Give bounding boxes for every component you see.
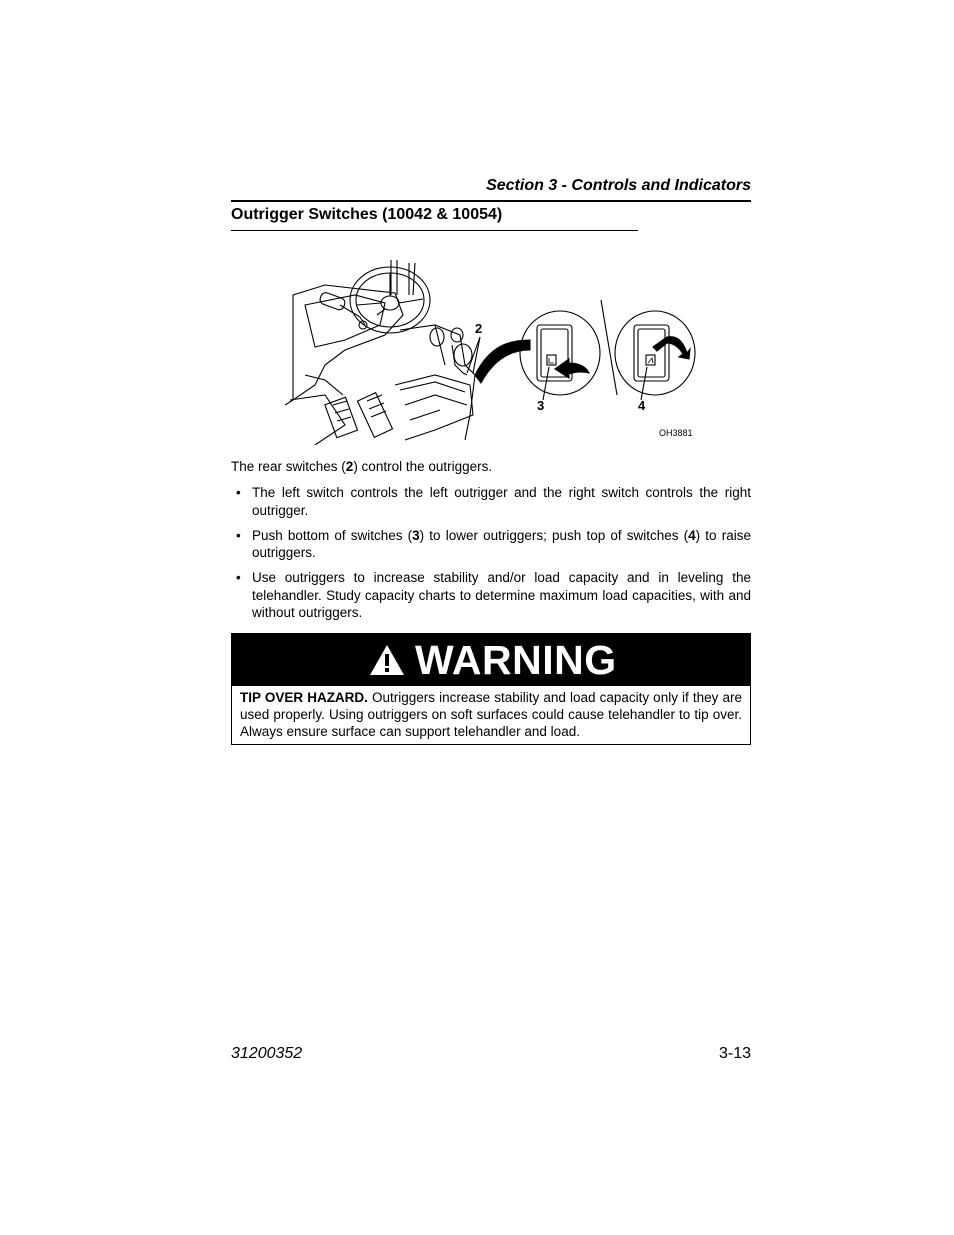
warning-triangle-icon (369, 644, 405, 676)
page-title: Outrigger Switches (10042 & 10054) (231, 206, 503, 223)
outrigger-switches-figure (285, 255, 705, 445)
list-item-ref: 3 (412, 527, 420, 543)
bullet-dot: • (236, 485, 241, 500)
list-item (231, 569, 751, 622)
intro-paragraph (231, 458, 751, 476)
list-item-text: Use outriggers to increase stability and/or load capacity and in leveling the telehandler. Study capacity charts to determine maximum load capacities, with and without outriggers. (252, 570, 751, 620)
figure-code: OH3881 (659, 428, 693, 438)
list-item-ref: 4 (688, 527, 696, 543)
intro-ref: 2 (345, 459, 354, 474)
header-rule (231, 200, 751, 202)
doc-number: 31200352 (231, 1045, 303, 1062)
warning-word: WARNING (415, 637, 617, 683)
warning-banner (232, 634, 750, 686)
page-number: 3-13 (718, 1045, 751, 1062)
intro-text-end: ) control the outriggers. (353, 459, 493, 474)
list-item-text: Push bottom of switches ( (252, 527, 413, 543)
intro-text-start: The rear switches ( (231, 459, 346, 474)
instruction-list (231, 484, 751, 629)
title-rule (231, 230, 638, 231)
warning-text (232, 686, 750, 740)
warning-box (231, 633, 751, 745)
list-item-text: The left switch controls the left outrigger and the right switch controls the right outrigger. (252, 485, 751, 518)
warning-lead: TIP OVER HAZARD. (240, 690, 368, 705)
list-item (231, 484, 751, 519)
list-item (231, 527, 751, 562)
callout-2: 2 (475, 321, 483, 336)
section-header: Section 3 - Controls and Indicators (486, 177, 751, 194)
list-item-text: ) to lower outriggers; push top of switches ( (419, 527, 689, 543)
warning-body: Outriggers increase stability and load capacity only if they are used properly. Using outriggers on soft surfaces could cause telehandler to tip over. Always ensure surface can support telehandler and load. (240, 690, 742, 739)
callout-4: 4 (638, 398, 646, 413)
list-item-text: ) to raise outriggers. (252, 527, 751, 560)
bullet-dot: • (236, 570, 241, 585)
bullet-dot: • (236, 527, 241, 543)
callout-3: 3 (537, 398, 545, 413)
